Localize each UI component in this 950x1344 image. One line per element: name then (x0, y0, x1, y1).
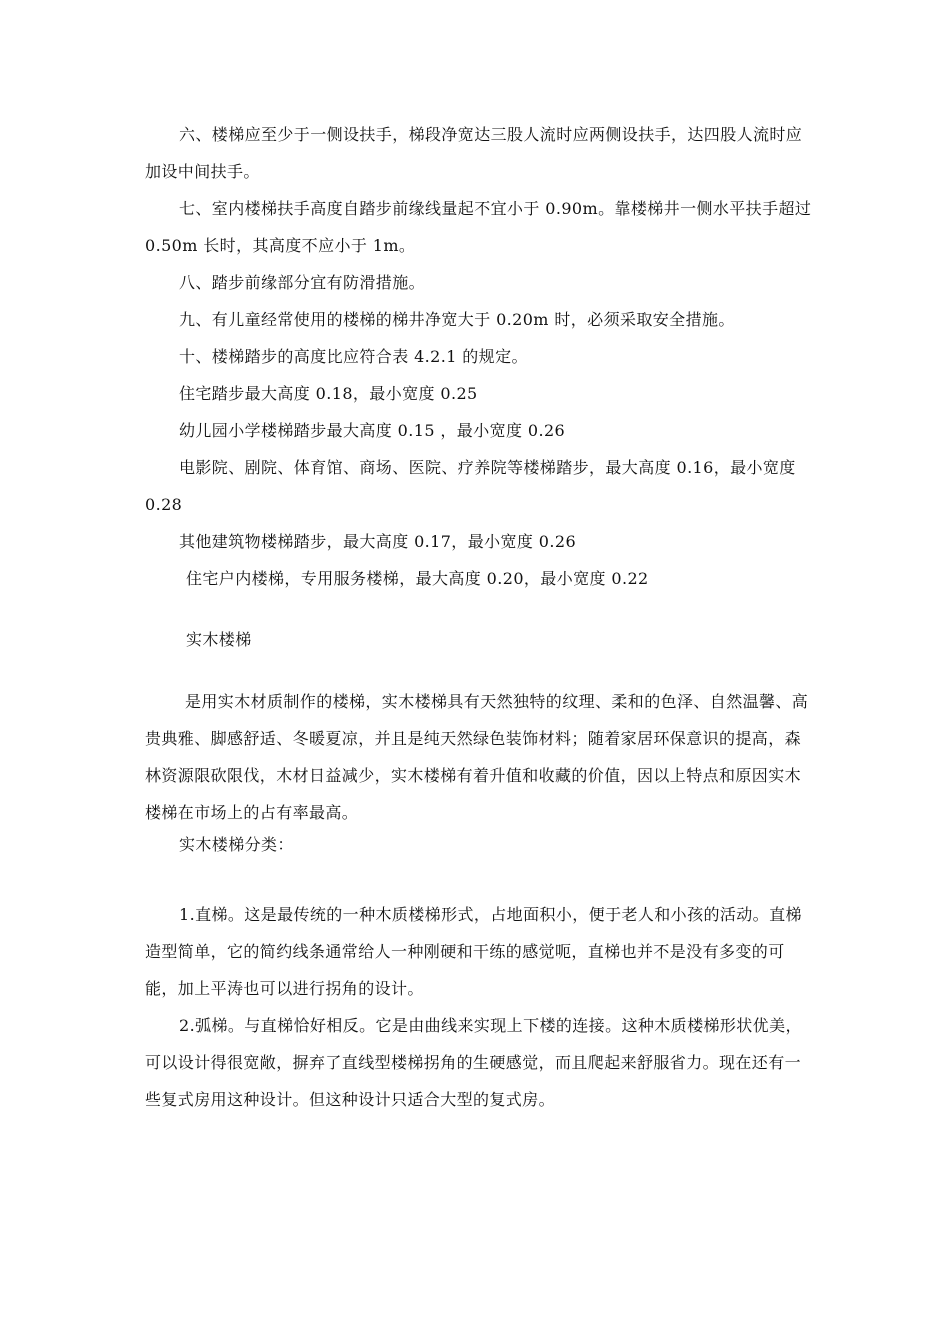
paragraph-solid-wood-description: 是用实木材质制作的楼梯，实木楼梯具有天然独特的纹理、柔和的色泽、自然温馨、高贵典雅、脚感舒适、冬暖夏凉，并且是纯天然绿色装饰材料；随着家居环保意识的提高，森林资源限砍限伐，木材日益减少，实木楼梯有着升值和收藏的价值，因以上特点和原因实木楼梯在市场上的占有率最高。 (145, 692, 809, 822)
section-heading-solid-wood: 实木楼梯 (186, 630, 252, 649)
paragraph-indoor-step: 住宅户内楼梯，专用服务楼梯，最大高度 0.20，最小宽度 0.22 (186, 569, 649, 588)
paragraph-straight-stair: 1.直梯。这是最传统的一种木质楼梯形式，占地面积小，便于老人和小孩的活动。直梯造型简单，它的简约线条通常给人一种刚硬和干练的感觉呃，直梯也并不是没有多变的可能，加上平涛也可以进行拐角的设计。 (145, 905, 802, 998)
paragraph-curved-stair: 2.弧梯。与直梯恰好相反。它是由曲线来实现上下楼的连接。这种木质楼梯形状优美，可以设计得很宽敞，摒弃了直线型楼梯拐角的生硬感觉，而且爬起来舒服省力。现在还有一些复式房用这种设计。但这种设计只适合大型的复式房。 (145, 1016, 802, 1109)
section-heading-classification: 实木楼梯分类： (179, 835, 294, 854)
paragraph-handrail-sides: 六、楼梯应至少于一侧设扶手，梯段净宽达三股人流时应两侧设扶手，达四股人流时应加设中间扶手。 (145, 125, 803, 181)
paragraph-other-step: 其他建筑物楼梯踏步，最大高度 0.17，最小宽度 0.26 (179, 532, 577, 551)
paragraph-child-safety: 九、有儿童经常使用的楼梯的梯井净宽大于 0.20m 时，必须采取安全措施。 (179, 310, 735, 329)
paragraph-handrail-height: 七、室内楼梯扶手高度自踏步前缘线量起不宜小于 0.90m。靠楼梯井一侧水平扶手超过 0.50m 长时，其高度不应小于 1m。 (145, 199, 812, 255)
paragraph-anti-slip: 八、踏步前缘部分宜有防滑措施。 (179, 273, 426, 292)
paragraph-school-step: 幼儿园小学楼梯踏步最大高度 0.15 ，最小宽度 0.26 (179, 421, 566, 440)
paragraph-residential-step: 住宅踏步最大高度 0.18，最小宽度 0.25 (179, 384, 478, 403)
paragraph-public-step: 电影院、剧院、体育馆、商场、医院、疗养院等楼梯踏步，最大高度 0.16，最小宽度 0.28 (145, 458, 796, 514)
paragraph-step-ratio: 十、楼梯踏步的高度比应符合表 4.2.1 的规定。 (179, 347, 528, 366)
